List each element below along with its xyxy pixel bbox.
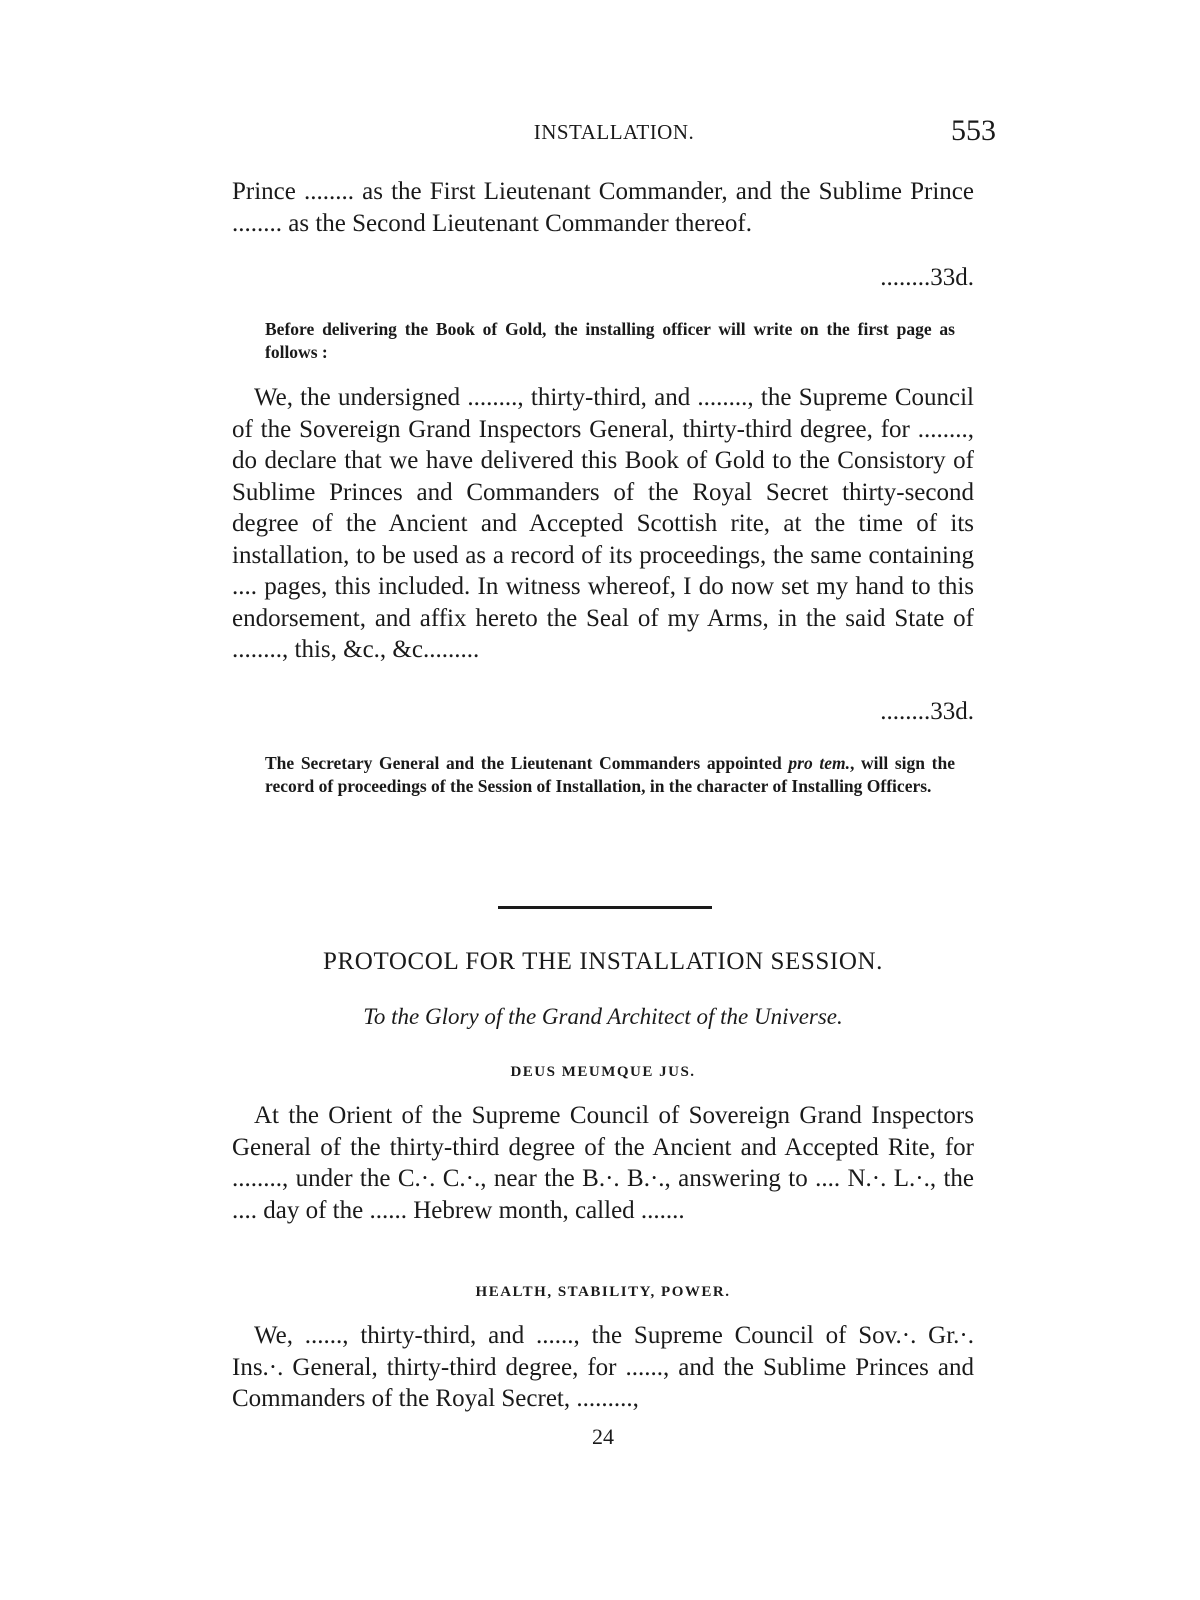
paragraph-text: We, the undersigned ........, thirty-third, and ........, the Supreme Council of the Sovereign Grand Inspectors General, thirty-third degree, for ........, do declare that we have delivered this Book of Gold to the Consistory of Sublime Princes and Commanders of the Royal Secret thirty-second degree of the Ancient and Accepted Scottish rite, at the time of its installation, to be used as a record of its proceedings, the same containing .... pages, this included. In witness whereof, I do now set my hand to this endorsement, and affix hereto the Seal of my Arms, in the said State of ........, this, &c., &c.........: [232, 384, 974, 663]
signoff-33d: ........33d.: [880, 264, 974, 291]
running-head: INSTALLATION.: [533, 120, 695, 144]
paragraph-text: We, ......, thirty-third, and ......, the Supreme Council of Sov.·. Gr.·. Ins.·. General, thirty-third degree, for ......, and the Sublime Princes and Commanders of the Royal Secret, .........,: [232, 1322, 974, 1412]
signoff-33d-second: ........33d.: [880, 698, 974, 725]
instruction-note-book-of-gold: Before delivering the Book of Gold, the installing officer will write on the first page as follows :: [265, 319, 955, 362]
signature-mark: 24: [592, 1424, 614, 1449]
paragraph-text: At the Orient of the Supreme Council of Sovereign Grand Inspectors General of the thirty-third degree of the Ancient and Accepted Rite, for ........, under the C.·. C.·., near the B.·. B.·., answering to .... N.·. L.·., the .... day of the ...... Hebrew month, called .......: [232, 1102, 974, 1224]
note-text-after: , will sign the record of proceedings of the Session of Installation, in the character of Installing Officers.: [265, 753, 955, 796]
paragraph-lieutenant-commanders: [232, 176, 974, 239]
note-text-before: The Secretary General and the Lieutenant Commanders appointed: [265, 753, 789, 773]
paragraph-supreme-council: [232, 1320, 974, 1415]
page-header: [232, 114, 996, 148]
section-divider: [498, 906, 712, 909]
paragraph-orient: [232, 1100, 974, 1226]
note-text-italic: pro tem.: [788, 753, 850, 773]
motto: DEUS MEUMQUE JUS.: [510, 1064, 696, 1080]
paragraph-book-of-gold-declaration: [232, 382, 974, 666]
section-heading: PROTOCOL FOR THE INSTALLATION SESSION.: [323, 948, 883, 975]
dedication-line: To the Glory of the Grand Architect of the Universe.: [363, 1004, 843, 1029]
instruction-note-secretary: [265, 752, 955, 798]
paragraph-text: Prince ........ as the First Lieutenant Commander, and the Sublime Prince ........ as the Second Lieutenant Commander thereof.: [232, 178, 974, 237]
page-number: 553: [951, 114, 996, 147]
subheading-health-stability-power: HEALTH, STABILITY, POWER.: [475, 1284, 731, 1300]
